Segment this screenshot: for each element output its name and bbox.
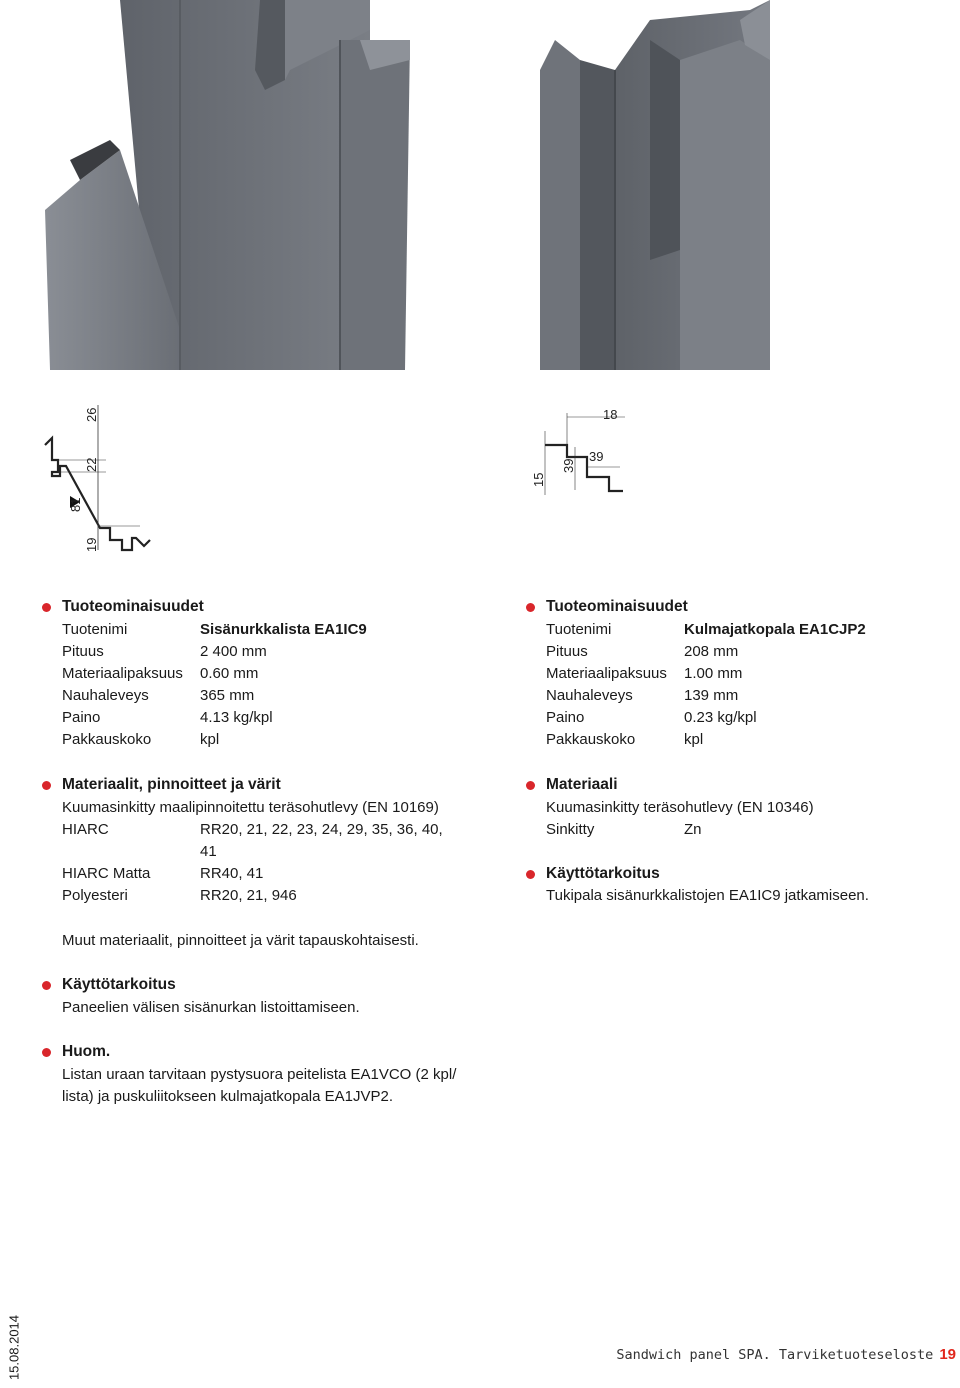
note-heading: Huom. <box>40 1041 110 1063</box>
right-prop-row <box>546 641 738 663</box>
prop-key: Paino <box>546 709 585 726</box>
right-prop-row <box>546 729 703 751</box>
materials-description: Kuumasinkitty maalipinnoitettu teräsohutlevy (EN 10169) <box>62 799 439 816</box>
prop-key: Nauhaleveys <box>62 687 149 704</box>
note-text-line2: lista) ja puskuliitokseen kulmajatkopala EA1JVP2. <box>62 1088 394 1105</box>
coating-colors: RR20, 21, 22, 23, 24, 29, 35, 36, 40, <box>200 821 443 838</box>
prop-key: Tuotenimi <box>546 621 612 638</box>
left-prop-row <box>62 707 273 729</box>
right-props-heading: Tuoteominaisuudet <box>524 596 688 618</box>
left-usage-text: Paneelien välisen sisänurkan listoittamiseen. <box>62 999 360 1016</box>
page-number: 19 <box>939 1346 956 1363</box>
material-description: Kuumasinkitty teräsohutlevy (EN 10346) <box>546 799 814 816</box>
coating-row <box>62 885 297 907</box>
dim-81: 81 <box>68 497 83 512</box>
dim-39-vertical: 39 <box>561 458 576 473</box>
dim-18: 18 <box>603 407 618 422</box>
cross-section-ea1ic9 <box>40 400 180 560</box>
right-prop-row <box>546 707 757 729</box>
left-prop-row <box>62 729 219 751</box>
cross-section-ea1cjp2 <box>525 395 635 495</box>
footer-text: Sandwich panel SPA. Tarviketuoteseloste <box>616 1347 934 1363</box>
prop-value: kpl <box>200 731 220 748</box>
prop-value: 4.13 kg/kpl <box>200 709 273 726</box>
left-props-heading: Tuoteominaisuudet <box>40 596 204 618</box>
left-usage-heading: Käyttötarkoitus <box>40 974 176 996</box>
material-heading: Materiaali <box>524 774 618 796</box>
prop-value: 139 mm <box>684 687 739 704</box>
prop-value: kpl <box>684 731 704 748</box>
left-prop-row <box>62 641 267 663</box>
prop-key: Tuotenimi <box>62 621 128 638</box>
dim-26: 26 <box>84 407 99 422</box>
right-prop-row <box>546 663 742 685</box>
prop-key: Pakkauskoko <box>546 731 636 748</box>
prop-key: Nauhaleveys <box>546 687 633 704</box>
dim-39-horizontal: 39 <box>589 449 604 464</box>
footer <box>616 1346 960 1363</box>
left-prop-row <box>62 619 367 641</box>
prop-value: 2 400 mm <box>200 643 267 660</box>
right-usage-text: Tukipala sisänurkkalistojen EA1IC9 jatkamiseen. <box>546 887 869 904</box>
product-image-ea1ic9 <box>40 0 420 370</box>
prop-key: Pituus <box>546 643 588 660</box>
coating-row <box>62 863 263 885</box>
dim-22: 22 <box>84 457 99 472</box>
prop-key: Materiaalipaksuus <box>546 665 667 682</box>
dim-15: 15 <box>531 472 546 487</box>
prop-key: Pakkauskoko <box>62 731 152 748</box>
prop-value: Sisänurkkalista EA1IC9 <box>200 621 367 638</box>
coating-colors-continued: 41 <box>200 843 217 860</box>
material-key: Sinkitty <box>546 821 595 838</box>
prop-value: 365 mm <box>200 687 255 704</box>
dim-19: 19 <box>84 537 99 552</box>
right-prop-row <box>546 619 866 641</box>
material-value: Zn <box>684 821 702 838</box>
other-materials-note: Muut materiaalit, pinnoitteet ja värit tapauskohtaisesti. <box>62 932 419 949</box>
note-text-line1: Listan uraan tarvitaan pystysuora peitelista EA1VCO (2 kpl/ <box>62 1066 457 1083</box>
prop-key: Paino <box>62 709 101 726</box>
prop-value: 208 mm <box>684 643 739 660</box>
coating-row <box>62 819 443 841</box>
coating-name: HIARC <box>62 821 109 838</box>
prop-value: Kulmajatkopala EA1CJP2 <box>684 621 866 638</box>
coating-name: HIARC Matta <box>62 865 151 882</box>
footer-date: 15.08.2014 <box>6 1314 22 1381</box>
materials-heading: Materiaalit, pinnoitteet ja värit <box>40 774 281 796</box>
prop-value: 0.23 kg/kpl <box>684 709 757 726</box>
material-row <box>546 819 702 841</box>
prop-value: 1.00 mm <box>684 665 743 682</box>
left-prop-row <box>62 685 254 707</box>
prop-value: 0.60 mm <box>200 665 259 682</box>
right-prop-row <box>546 685 738 707</box>
left-prop-row <box>62 663 258 685</box>
coating-name: Polyesteri <box>62 887 128 904</box>
product-image-ea1cjp2 <box>520 0 790 370</box>
prop-key: Pituus <box>62 643 104 660</box>
right-usage-heading: Käyttötarkoitus <box>524 863 660 885</box>
prop-key: Materiaalipaksuus <box>62 665 183 682</box>
coating-colors: RR20, 21, 946 <box>200 887 297 904</box>
coating-colors: RR40, 41 <box>200 865 264 882</box>
